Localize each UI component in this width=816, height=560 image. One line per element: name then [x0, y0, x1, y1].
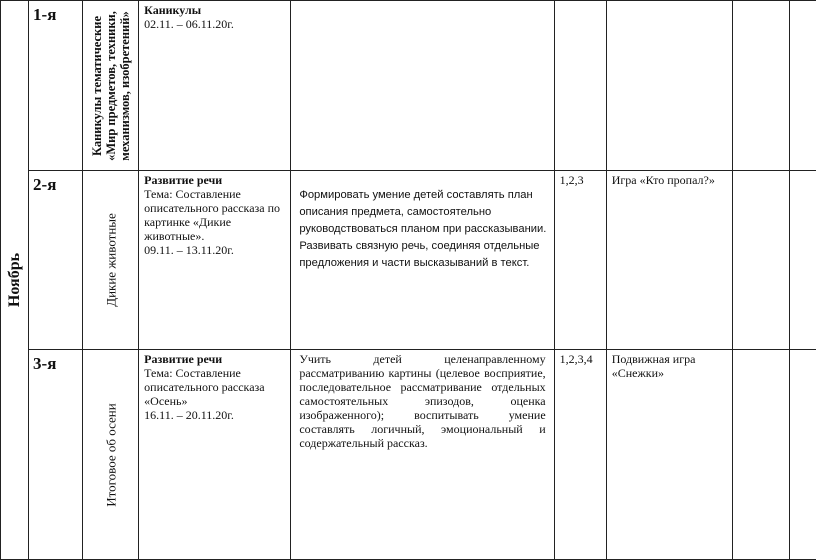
topic-line: описательного рассказа по — [144, 201, 286, 215]
week-label: 1-я — [29, 1, 82, 25]
empty-cell — [732, 1, 789, 171]
month-cell — [1, 1, 29, 560]
topic-title: Каникулы — [144, 3, 201, 17]
game-cell — [606, 171, 732, 350]
goal-line: описания предмета, самостоятельно — [299, 204, 547, 221]
numbers-text: 1,2,3,4 — [555, 350, 606, 366]
month-label: Ноябрь — [6, 253, 24, 307]
week-cell — [29, 350, 83, 560]
numbers-cell — [554, 1, 606, 171]
goal-cell — [291, 350, 554, 560]
table-row — [1, 1, 816, 171]
table-row — [1, 171, 816, 350]
empty-cell — [789, 171, 816, 350]
empty-cell — [732, 171, 789, 350]
topic-line: животные». — [144, 229, 286, 243]
theme-cell — [83, 171, 139, 350]
topic-line: Тема: Составление — [144, 366, 286, 380]
week-cell — [29, 1, 83, 171]
game-text: Игра «Кто пропал?» — [607, 171, 732, 187]
topic-line: Тема: Составление — [144, 187, 286, 201]
goal-line: Развивать связную речь, соединяя отдельные — [299, 238, 547, 255]
goal-line: предложения и части высказываний в текст. — [299, 255, 547, 272]
numbers-cell — [554, 350, 606, 560]
goal-line: руководствоваться планом при рассказывании. — [299, 221, 547, 238]
topic-line: картинке «Дикие — [144, 215, 286, 229]
topic-dates: 16.11. – 20.11.20г. — [144, 408, 286, 422]
game-cell — [606, 350, 732, 560]
theme-cell — [83, 1, 139, 171]
topic-title: Развитие речи — [144, 352, 222, 366]
week-label: 2-я — [29, 171, 82, 195]
week-cell — [29, 171, 83, 350]
topic-cell — [139, 1, 291, 171]
topic-dates: 09.11. – 13.11.20г. — [144, 243, 286, 257]
theme-label: Каникулы тематические «Мир предметов, техники, механизмов, изобретений» — [90, 11, 132, 161]
week-label: 3-я — [29, 350, 82, 374]
empty-cell — [789, 1, 816, 171]
numbers-text: 1,2,3 — [555, 171, 606, 187]
topic-line: «Осень» — [144, 394, 286, 408]
theme-label: Итоговое об осени — [103, 403, 118, 506]
topic-cell — [139, 350, 291, 560]
goal-text: Учить детей целенаправленному рассматриванию картины (целевое восприятие, последовательное рассматривание отдельных самостоятельных эпизодов, оценка изображенного); воспитывать умение составлять логичный, эмоциональный и содержательный рассказ. — [291, 350, 553, 450]
table-row — [1, 350, 816, 560]
topic-dates: 02.11. – 06.11.20г. — [144, 17, 286, 31]
goal-line: Формировать умение детей составлять план — [299, 187, 547, 204]
empty-cell — [732, 350, 789, 560]
empty-cell — [789, 350, 816, 560]
topic-cell — [139, 171, 291, 350]
game-text: «Снежки» — [612, 366, 728, 380]
theme-label: Дикие животные — [103, 213, 118, 307]
goal-cell — [291, 1, 554, 171]
topic-line: описательного рассказа — [144, 380, 286, 394]
game-cell — [606, 1, 732, 171]
game-text: Подвижная игра — [612, 352, 728, 366]
goal-cell — [291, 171, 554, 350]
theme-cell — [83, 350, 139, 560]
numbers-cell — [554, 171, 606, 350]
topic-title: Развитие речи — [144, 173, 222, 187]
